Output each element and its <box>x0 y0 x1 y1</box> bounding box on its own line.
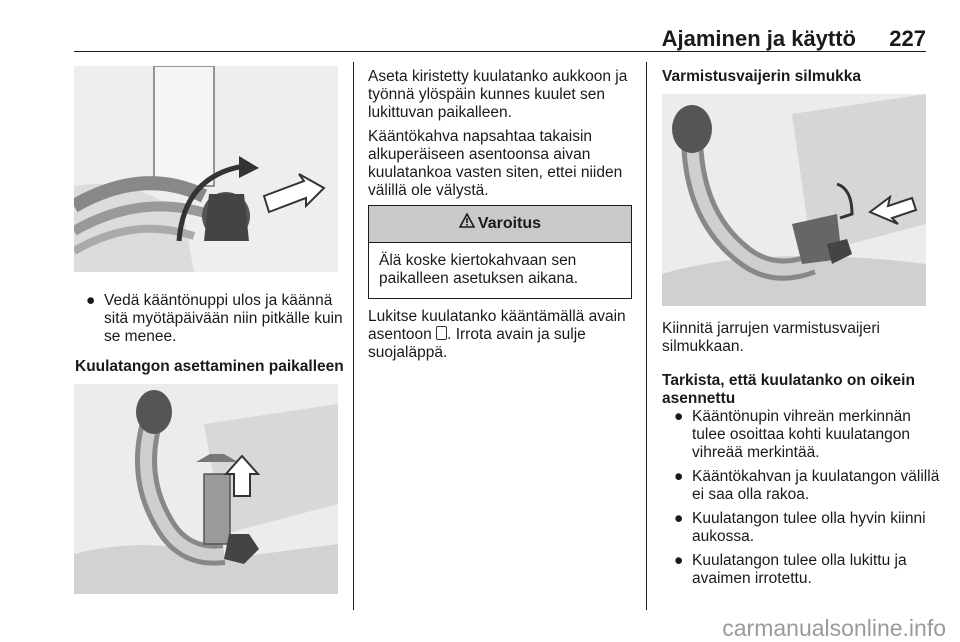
warning-text: Älä koske kiertokahvaan sen paikalleen asetuksen aikana. <box>379 252 579 287</box>
section-heading: Tarkista, että kuulatanko on oikein asennettu <box>662 372 915 407</box>
list-item: ● Kääntökahvan ja kuulatangon välillä ei saa olla rakoa. <box>674 468 940 503</box>
paragraph: Kääntökahva napsahtaa takaisin alkuperäiseen asentoonsa aivan kuulatankoa vasten siten, ettei niiden välillä ole välystä. <box>368 128 623 199</box>
section-heading: Kuulatangon asettaminen paikalleen <box>75 358 344 375</box>
paragraph: Aseta kiristetty kuulatanko aukkoon ja työnnä ylöspäin kunnes kuulet sen lukittuvan paikalleen. <box>368 68 628 121</box>
warning-header <box>369 206 631 243</box>
bullet-dot-icon: ● <box>674 510 684 527</box>
bullet-dot-icon: ● <box>86 292 96 309</box>
header-divider <box>74 51 926 52</box>
list-item: ● Kääntönupin vihreän merkinnän tulee osoittaa kohti kuulatangon vihreää merkintää. <box>674 408 911 461</box>
list-item: ● Vedä kääntönuppi ulos ja käännä sitä myötäpäivään niin pitkälle kuin se menee. <box>86 292 343 345</box>
page-number: 227 <box>889 26 926 51</box>
watermark: carmanualsonline.info <box>722 615 946 641</box>
list-item: ● Kuulatangon tulee olla hyvin kiinni aukossa. <box>674 510 926 545</box>
warning-box <box>368 205 632 299</box>
list-item: ● Kuulatangon tulee olla lukittu ja avaimen irrotettu. <box>674 552 907 587</box>
figure-safety-cable-eyelet <box>662 94 926 306</box>
bullet-dot-icon: ● <box>674 468 684 485</box>
section-heading: Varmistusvaijerin silmukka <box>662 68 862 85</box>
column-divider-2 <box>646 62 647 610</box>
paragraph: Kiinnitä jarrujen varmistusvaijeri silmukkaan. <box>662 320 880 355</box>
figure-insert-ball-bar <box>74 384 338 594</box>
bullet-dot-icon: ● <box>674 408 684 425</box>
bullet-dot-icon: ● <box>674 552 684 569</box>
warning-triangle-icon <box>459 206 475 242</box>
paragraph: Lukitse kuulatanko kääntämällä avain asentoon . Irrota avain ja sulje suojaläppä. <box>368 308 626 361</box>
page-header <box>74 26 926 51</box>
lock-position-icon <box>436 326 447 340</box>
warning-title: Varoitus <box>477 215 542 233</box>
section-title: Ajaminen ja käyttö <box>661 26 856 51</box>
figure-knob-turn <box>74 66 338 272</box>
